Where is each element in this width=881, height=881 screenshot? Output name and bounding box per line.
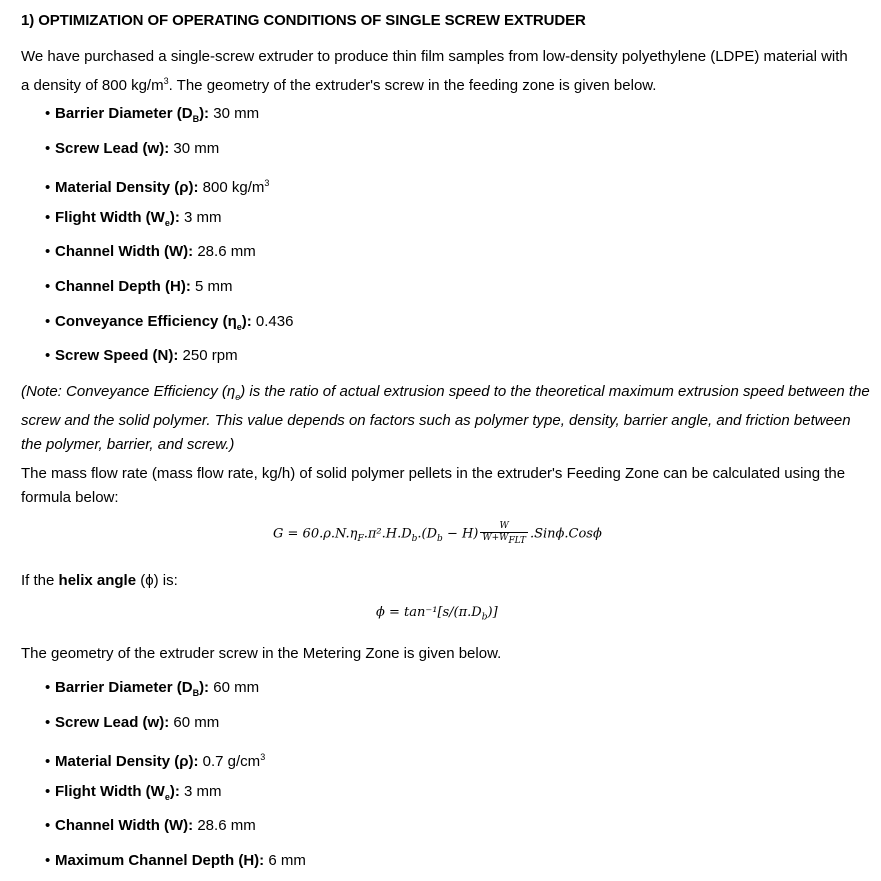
- intro-sup: 3: [163, 76, 169, 86]
- item-label-text: Maximum Channel Depth (H):: [55, 852, 265, 869]
- formula-g-fraction: [480, 521, 528, 547]
- intro-line-2b: . The geometry of the extruder's screw in the feeding zone is given below.: [168, 77, 657, 94]
- item-label-text: Channel Width (W):: [55, 243, 194, 261]
- item-label-sub: e: [164, 217, 170, 228]
- formula-g-mid: .π².H.D: [363, 526, 412, 542]
- item-value: 800 kg/m: [198, 179, 265, 197]
- item-label-end: ):: [169, 782, 180, 800]
- list-item: [45, 173, 269, 198]
- item-value: 3 mm: [179, 208, 222, 226]
- item-label-text: Screw Lead (w):: [55, 713, 170, 731]
- list-item: [45, 747, 265, 772]
- list-item: [45, 782, 222, 807]
- bullet-icon: •: [45, 243, 51, 261]
- item-label-end: ):: [169, 208, 180, 226]
- mass-flow-line-2: formula below:: [21, 489, 119, 506]
- bullet-icon: •: [45, 179, 51, 197]
- helix-text-b: (ϕ) is:: [136, 572, 178, 589]
- bullet-icon: •: [45, 208, 51, 226]
- item-label-sub: e: [236, 321, 242, 332]
- item-label: [55, 209, 180, 226]
- list-item: [45, 346, 238, 366]
- item-label-end: ):: [241, 312, 252, 330]
- item-label: [55, 753, 198, 770]
- fraction-denominator-sub: FLT: [508, 535, 526, 546]
- item-label-text: Flight Width (W: [55, 782, 165, 800]
- formula-g-mid2-sub: b: [437, 534, 443, 544]
- note-line-1a: (Note: Conveyance Efficiency (η: [21, 383, 236, 400]
- list-item: [45, 242, 256, 262]
- list-item: [45, 208, 222, 233]
- helix-bold: helix angle: [58, 572, 137, 589]
- note-line-1b: ) is the ratio of actual extrusion speed to the theoretical maximum extrusion speed between the: [240, 383, 870, 400]
- item-label: [55, 179, 198, 196]
- bullet-icon: •: [45, 852, 51, 869]
- item-value: 6 mm: [264, 852, 306, 869]
- item-label: [55, 105, 209, 122]
- fraction-denominator: [480, 533, 528, 547]
- item-value-sup: 3: [264, 178, 270, 189]
- item-label: [55, 817, 193, 834]
- list-item: [45, 851, 306, 871]
- item-value: 28.6 mm: [193, 243, 256, 261]
- item-label-sub: B: [192, 688, 200, 698]
- note-sub: e: [235, 392, 241, 402]
- item-label: [55, 313, 252, 330]
- bullet-icon: •: [45, 817, 51, 835]
- page-title: 1) OPTIMIZATION OF OPERATING CONDITIONS OF SINGLE SCREW EXTRUDER: [21, 12, 586, 29]
- item-label: [55, 243, 193, 260]
- bullet-icon: •: [45, 347, 51, 365]
- list-item: [45, 678, 259, 703]
- item-label-text: Material Density (ρ):: [55, 753, 199, 771]
- formula-phi-end: )]: [487, 605, 498, 620]
- mass-flow-formula: [273, 521, 602, 547]
- item-label-text: Conveyance Efficiency (η: [55, 312, 237, 330]
- note-line-3: the polymer, barrier, and screw.): [21, 436, 235, 453]
- item-label-text: Screw Lead (w):: [55, 139, 170, 157]
- bullet-icon: •: [45, 782, 51, 800]
- helix-angle-line: [21, 572, 178, 589]
- item-label-text: Screw Speed (N):: [55, 347, 179, 365]
- item-label: [55, 714, 169, 731]
- fraction-numerator: W: [480, 521, 528, 533]
- item-label: [55, 278, 191, 295]
- formula-g-mid-sub: b: [411, 534, 418, 544]
- item-label: [55, 783, 180, 800]
- item-label: [55, 347, 178, 364]
- item-value: 3 mm: [179, 782, 222, 800]
- list-item: [45, 277, 233, 297]
- item-label: [55, 679, 209, 696]
- item-label-end: ):: [199, 679, 210, 696]
- bullet-icon: •: [45, 312, 51, 330]
- item-label: [55, 140, 169, 157]
- formula-phi-text: ϕ = tan⁻¹[s/(π.D: [376, 605, 482, 620]
- item-label-text: Flight Width (W: [55, 208, 165, 226]
- bullet-icon: •: [45, 139, 51, 157]
- bullet-icon: •: [45, 278, 51, 295]
- intro-line-1: We have purchased a single-screw extruder to produce thin film samples from low-density polyethylene (LDPE) material with: [21, 48, 848, 65]
- mass-flow-line-1: The mass flow rate (mass flow rate, kg/h) of solid polymer pellets in the extruder's Feeding Zone can be calculated using the: [21, 465, 846, 482]
- formula-g-lhs-sub: F: [357, 534, 364, 544]
- formula-g-mid2: .(D: [417, 526, 438, 542]
- metering-intro: The geometry of the extruder screw in the Metering Zone is given below.: [21, 645, 502, 662]
- item-label: [55, 852, 264, 869]
- bullet-icon: •: [45, 753, 51, 771]
- fraction-denominator-text: W+W: [482, 533, 509, 543]
- list-item: [45, 312, 293, 337]
- item-label-text: Barrier Diameter (D: [55, 679, 193, 696]
- list-item: [45, 816, 256, 836]
- item-value: 30 mm: [209, 105, 260, 122]
- helix-text-a: If the: [21, 572, 59, 589]
- item-label-sub: e: [164, 791, 170, 802]
- item-value: 28.6 mm: [193, 817, 256, 835]
- note-paragraph: [21, 380, 871, 457]
- item-label-text: Channel Depth (H):: [55, 278, 191, 295]
- item-value: 0.7 g/cm: [198, 753, 261, 771]
- item-value: 30 mm: [169, 139, 220, 157]
- bullet-icon: •: [45, 679, 51, 696]
- item-value: 60 mm: [209, 679, 260, 696]
- list-item: [45, 104, 259, 129]
- list-item: [45, 139, 219, 159]
- bullet-icon: •: [45, 105, 51, 122]
- formula-g-lhs: G = 60.ρ.N.η: [273, 526, 358, 542]
- item-label-text: Material Density (ρ):: [55, 179, 199, 197]
- item-value: 60 mm: [169, 713, 220, 731]
- item-value: 0.436: [251, 312, 294, 330]
- formula-g-mid3: − H): [442, 526, 479, 542]
- mass-flow-paragraph: [21, 462, 871, 510]
- intro-line-2a: a density of 800 kg/m: [21, 77, 164, 94]
- helix-angle-formula: [376, 605, 498, 623]
- intro-paragraph: [21, 45, 871, 98]
- item-value-sup: 3: [260, 752, 266, 763]
- item-value: 250 rpm: [178, 347, 238, 365]
- item-label-text: Channel Width (W):: [55, 817, 194, 835]
- item-label-sub: B: [192, 114, 200, 124]
- formula-g-rhs: .Sinϕ.Cosϕ: [529, 526, 602, 542]
- list-item: [45, 713, 219, 733]
- item-value: 5 mm: [190, 278, 233, 295]
- item-label-end: ):: [199, 105, 210, 122]
- bullet-icon: •: [45, 713, 51, 731]
- formula-phi-sub: b: [481, 612, 488, 623]
- item-label-text: Barrier Diameter (D: [55, 105, 193, 122]
- note-line-2: screw and the solid polymer. This value depends on factors such as polymer type, density, barrier angle, and friction between: [21, 412, 851, 429]
